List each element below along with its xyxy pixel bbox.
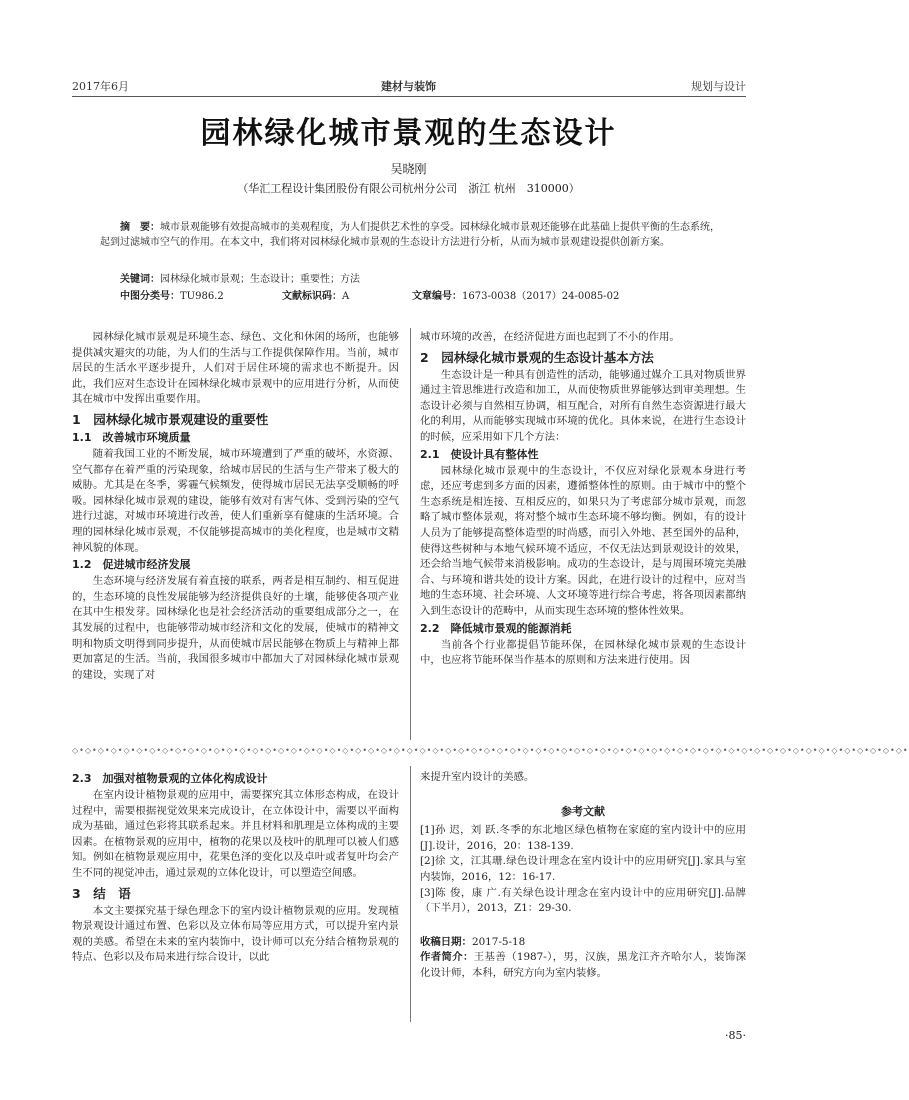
section-1-heading: 1 园林绿化城市景观建设的重要性: [72, 411, 269, 427]
keywords: [120, 272, 740, 287]
article-no-value: 1673-0038（2017）24-0085-02: [462, 291, 620, 302]
references-heading: 参考文献: [561, 804, 605, 818]
reference-item: [3]陈 俊，康 广.有关绿色设计理念在室内设计中的应用研究[J].品牌（下半月），2013，Z1：29-30.: [420, 886, 746, 915]
bottom-right-column: [420, 770, 746, 982]
abstract: [100, 220, 720, 250]
section-1-2-heading: 1.2 促进城市经济发展: [72, 558, 191, 572]
section-2-heading: 2 园林绿化城市景观的生态设计基本方法: [420, 349, 654, 365]
section-2-1-paragraph: 园林绿化城市景观中的生态设计，不仅应对绿化景观本身进行考虑，还应考虑到多方面的因素，遵循整体性的原则。由于城市中的整个生态系统是相连接、互相反应的，如果只为了考虑部分城市景观，而忽略了城市整体景观，将对整个城市生态环境不够均衡。例如，有的设计人员为了能够提高整体造型的时尚感，而引入外地、甚至国外的品种，使得这些树种与本地气候环境不适应，不仅无法达到景观设计的效果，还会给当地气候带来消极影响。成功的生态设计，是与周围环境完美融合、与环境和谐共处的设计方案。因此，在进行设计的过程中，应对当地的生态环境、社会环境、人文环境等进行综合考虑，将各项因素都纳入到生态设计的范畴中，从而实现生态环境的整体性效果。: [420, 464, 746, 617]
section-1-1-paragraph: 随着我国工业的不断发展，城市环境遭到了严重的破坏，水资源、空气都存在着严重的污染现象，给城市居民的生活与生产带来了极大的威胁。尤其是在冬季，雾霾气候频发，使得城市居民无法享受顺畅的呼吸。园林绿化城市景观的建设，能够有效对有害气体、受到污染的空气进行过滤，对城市环境进行改善，使人们重新享有健康的生活环境。合理的园林绿化城市景观，不仅能够提高城市的美化程度，也是城市文精神风貌的体现。: [72, 447, 399, 554]
author-bio: [420, 950, 746, 981]
header-section: 规划与设计: [691, 80, 746, 93]
right-column: [420, 330, 746, 669]
section-2-3-paragraph: 在室内设计植物景观的应用中，需要探究其立体形态构成，在设计过程中，需要根据视觉效果来完成设计，在立体设计中，需要以平面构成为基础，通过色彩将其联系起来。并且材料和肌理是立体构成的主要因素。在植物景观的应用中，植物的花果以及枝叶的肌理可以被人们感知。例如在植物景观应用中，花果色泽的变化以及卓叶或者复叶均会产生不同的视觉冲击，通过景观的立体化设计，可以塑造空间感。: [72, 789, 399, 879]
section-2-2-heading: 2.2 降低城市景观的能源消耗: [420, 621, 572, 635]
intro-paragraph: 园林绿化城市景观是环境生态、绿色、文化和休闲的场所，也能够提供减灾避灾的功能，为人们的生活与工作提供保障作用。当前，城市居民的生活水平逐步提升，人们对于居住环境的需求也不断提升。因此，我们应对生态设计在园林绿化城市景观中的应用进行分析，从而使其在城市中发挥出重要作用。: [72, 331, 399, 406]
section-1-2-paragraph: 生态环境与经济发展有着直接的联系，两者是相互制约、相互促进的，生态环境的良性发展能够为经济提供良好的土壤，能够使各项产业在其中生根发芽。园林绿化也是社会经济活动的重要组成部分之一，在其发展的过程中，也能够带动城市经济和文化的发展，使城市的精神文明和物质文明得到同步提升，从而使城市居民能够在物质上与精神上都更加富足的生活。当前，我国很多城市中都加大了对园林绿化城市景观的建设，实现了对: [72, 575, 399, 681]
section-3-paragraph: 本文主要探究基于绿色理念下的室内设计植物景观的应用。发现植物景观设计通过布置、色彩以及立体布局等应用方式，可以提升室内景观的美感。希望在未来的室内装饰中，设计师可以充分结合植物景观的特点、色彩以及布局来进行综合设计，以此: [72, 904, 399, 964]
article-title: 园林绿化城市景观的生态设计: [200, 116, 617, 151]
column-divider-lower: [410, 766, 411, 1022]
reference-item: [1]孙 迟，刘 跃.冬季的东北地区绿色植物在家庭的室内设计中的应用[J].设计，2016，20：138-139.: [420, 824, 746, 852]
clc-number: [120, 289, 224, 304]
received-date: [420, 935, 746, 951]
clc-value: TU986.2: [180, 291, 224, 302]
right-continuation: 城市环境的改善，在经济促进方面也起到了不小的作用。: [420, 331, 680, 343]
section-2-paragraph: 生态设计是一种具有创造性的活动，能够通过媒介工具对物质世界通过主管思维进行改造和加工，从而使物质世界能够达到审美理想。生态设计必须与自然相互协调，相互配合，对所有自然生态资源进行最大化的利用，从而能够实现城市环境的优化。具体来说，在进行生态设计的时候，应采用如下几个方法：: [420, 368, 746, 443]
left-column: [72, 330, 399, 683]
abstract-label: 摘 要：: [120, 222, 160, 233]
references-list: [420, 823, 746, 917]
section-2-1-heading: 2.1 使设计具有整体性: [420, 447, 539, 461]
keywords-label: 关键词：: [120, 274, 160, 285]
document-code: [282, 289, 349, 304]
section-2-2-paragraph: 当前各个行业都提倡节能环保，在园林绿化城市景观的生态设计中，也应将节能环保当作基本的原则和方法来进行使用。因: [420, 638, 746, 667]
reference-item: [2]徐 文，江其珊.绿色设计理念在室内设计中的应用研究[J].家具与室内装饰，2016，12：16-17.: [420, 855, 746, 883]
article-no-label: 文章编号：: [412, 291, 462, 302]
header-journal: 建材与装饰: [381, 80, 436, 93]
bottom-left-column: [72, 770, 399, 966]
received-label: 收稿日期：: [420, 935, 472, 948]
page-number: ·85·: [725, 1029, 746, 1042]
author-name: 吴晓刚: [390, 162, 427, 176]
section-3-heading: 3 结 语: [72, 885, 131, 901]
doc-code-label: 文献标识码：: [282, 291, 342, 302]
section-1-1-heading: 1.1 改善城市环境质量: [72, 430, 191, 444]
bottom-right-continuation: 来提升室内设计的美感。: [420, 771, 535, 783]
article-number: [412, 289, 619, 304]
clc-label: 中图分类号：: [120, 291, 180, 302]
bio-text: 王基善（1987-），男，汉族，黑龙江齐齐哈尔人，装饰深化设计师，本科，研究方向为室内装修。: [420, 951, 746, 979]
keywords-text: 园林绿化城市景观；生态设计；重要性；方法: [160, 274, 360, 285]
header-date: 2017年6月: [72, 80, 129, 93]
page-continuation-separator: ◇•◇•◇•◇•◇•◇•◇•◇•◇•◇•◇•◇•◇•◇•◇•◇•◇•◇•◇•◇•◇•◇•◇•◇•◇•◇•◇•◇•◇•◇•◇•◇•◇•◇•◇•◇•◇•◇•◇•◇•◇•◇•◇•◇•◇•◇•◇•◇•◇•◇•◇•◇•◇•◇•◇•◇•◇•◇•◇•◇•◇•◇•◇•◇•◇•: [72, 746, 909, 755]
abstract-text: 城市景观能够有效提高城市的美观程度，为人们提供艺术性的享受。园林绿化城市景观还能够在此基础上提供平衡的生态系统，起到过滤城市空气的作用。在本文中，我们将对园林绿化城市景观的生态设计方法进行分析，从而为城市景观建设提供创新方案。: [100, 222, 720, 248]
bio-label: 作者简介：: [420, 951, 474, 964]
doc-code-value: A: [342, 291, 350, 302]
section-2-3-heading: 2.3 加强对植物景观的立体化构成设计: [72, 772, 268, 785]
author-affiliation: （华汇工程设计集团股份有限公司杭州分公司 浙江 杭州 310000）: [237, 182, 580, 195]
received-value: 2017-5-18: [471, 935, 526, 948]
header-rule: [72, 96, 746, 97]
column-divider-upper: [410, 328, 411, 740]
